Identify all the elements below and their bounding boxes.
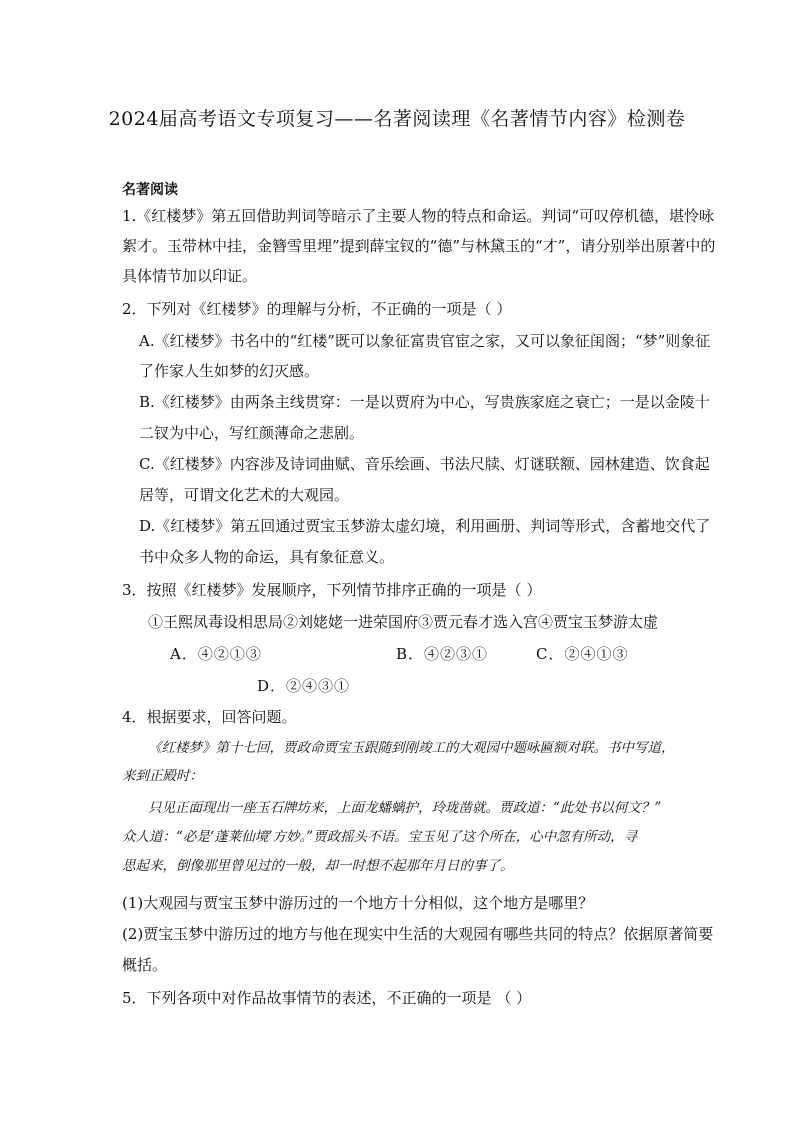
q4-sub-question-1: (1)大观园与贾宝玉梦中游历过的一个地方十分相似，这个地方是哪里？ (122, 894, 594, 912)
q1-line-1: 1.《红楼梦》第五回借助判词等暗示了主要人物的特点和命运。判词“可叹停机德，堪怜咏 (122, 207, 714, 225)
q4-passage-line-1: 《红楼梦》第十七回，贾政命贾宝玉跟随到刚竣工的大观园中题咏匾额对联。书中写道， (148, 740, 675, 756)
q1-line-3: 具体情节加以印证。 (122, 267, 258, 285)
q2-option-a-line-1: A.《红楼梦》书名中的“红楼”既可以象征富贵官宦之家，又可以象征闺阁；“梦”则象征 (139, 332, 711, 350)
q2-option-d-line-1: D.《红楼梦》第五回通过贾宝玉梦游太虚幻境，利用画册、判词等形式，含蓄地交代了 (139, 517, 711, 535)
page-title: 2024届高考语文专项复习——名著阅读理《名著情节内容》检测卷 (108, 108, 686, 130)
q3-stem: 3．按照《红楼梦》发展顺序，下列情节排序正确的一项是（ ） (122, 581, 542, 599)
q4-quote-line-3: 思起来，倒像那里曾见过的一般，却一时想不起那年月日的事了。 (122, 858, 514, 874)
q2-option-c-line-2: 居等，可谓文化艺术的大观园。 (139, 486, 350, 504)
q3-events: ①王熙凤毒设相思局②刘姥姥一进荣国府③贾元春才选入宫④贾宝玉梦游太虚 (148, 613, 659, 631)
q3-option-b: B．④②③① (396, 645, 489, 663)
q4-sub-question-2-line-2: 概括。 (122, 956, 168, 974)
q4-quote-line-1: 只见正面现出一座玉石牌坊来，上面龙蟠螭护，玲珑凿就。贾政道：“此处书以何文？” (148, 800, 662, 816)
q5-stem: 5．下列各项中对作品故事情节的表述，不正确的一项是 （ ） (122, 989, 532, 1007)
q2-option-a-line-2: 了作家人生如梦的幻灭感。 (139, 362, 320, 380)
q4-quote-line-2: 众人道：“必是‘蓬莱仙境’方妙。”贾政摇头不语。宝玉见了这个所在，心中忽有所动，寻 (122, 829, 638, 845)
q4-passage-line-2: 来到正殿时： (122, 768, 203, 784)
q3-option-a: A．④②①③ (170, 645, 262, 663)
q2-option-d-line-2: 书中众多人物的命运，具有象征意义。 (139, 548, 395, 566)
q2-option-b-line-2: 二钗为中心，写红颜薄命之悲剧。 (139, 424, 365, 442)
section-label: 名著阅读 (122, 182, 178, 198)
q2-option-c-line-1: C.《红楼梦》内容涉及诗词曲赋、音乐绘画、书法尺牍、灯谜联额、园林建造、饮食起 (139, 455, 710, 473)
q3-option-d: D．②④③① (257, 677, 351, 695)
q4-stem: 4．根据要求，回答问题。 (122, 708, 297, 726)
q3-option-c: C．②④①③ (536, 645, 629, 663)
q2-option-b-line-1: B.《红楼梦》由两条主线贯穿：一是以贾府为中心，写贵族家庭之衰亡；一是以金陵十 (139, 393, 710, 411)
q4-sub-question-2-line-1: (2)贾宝玉梦中游历过的地方与他在现实中生活的大观园有哪些共同的特点？依据原著简要 (122, 925, 714, 943)
q2-stem: 2．下列对《红楼梦》的理解与分析，不正确的一项是（ ） (122, 300, 512, 318)
q1-line-2: 絮才。玉带林中挂，金簪雪里埋”提到薛宝钗的“德”与林黛玉的“才”，请分别举出原著中的 (122, 237, 716, 255)
